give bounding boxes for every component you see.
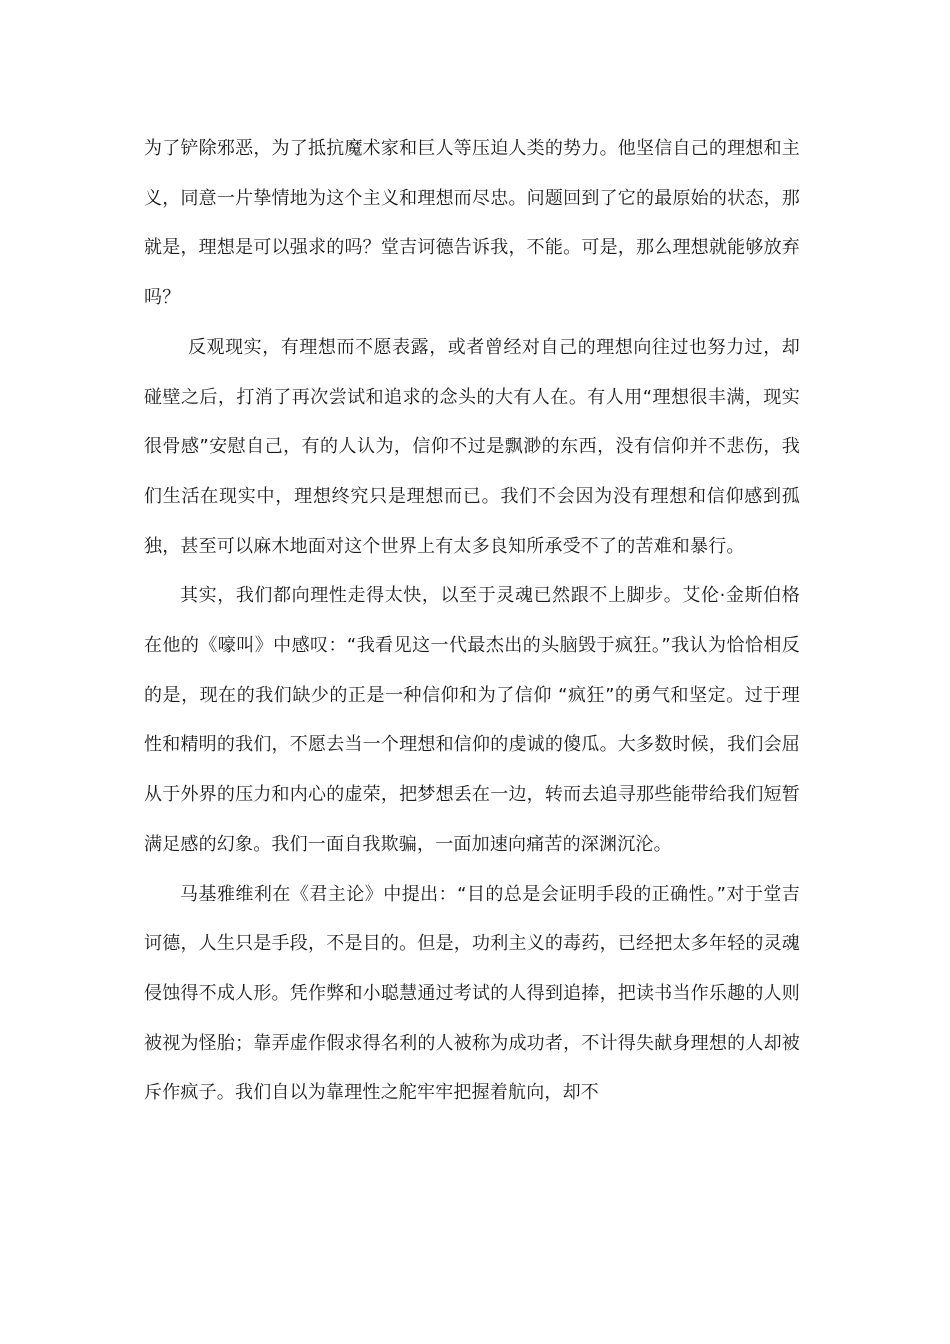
paragraph-2: 反观现实，有理想而不愿表露，或者曾经对自己的理想向往过也努力过，却碰壁之后，打消了再次尝试和追求的念头的大有人在。有人用“理想很丰满，现实很骨感”安慰自己，有的人认为，信仰不过是飘渺的东西，没有信仰并不悲伤，我们生活在现实中，理想终究只是理想而已。我们不会因为没有理想和信仰感到孤独，甚至可以麻木地面对这个世界上有太多良知所承受不了的苦难和暴行。 xyxy=(144,336,800,557)
paragraph-4: 马基雅维利在《君主论》中提出：“目的总是会证明手段的正确性。”对于堂吉诃德，人生只是手段，不是目的。但是，功利主义的毒药，已经把太多年轻的灵魂侵蚀得不成人形。凭作弊和小聪慧通过考试的人得到追捧，把读书当作乐趣的人则被视为怪胎；靠弄虚作假求得名利的人被称为成功者，不计得失献身理想的人却被斥作疯子。我们自以为靠理性之舵牢牢把握着航向，却不 xyxy=(144,883,800,1104)
paragraph-1: 为了铲除邪恶，为了抵抗魔术家和巨人等压迫人类的势力。他坚信自己的理想和主义，同意一片挚情地为这个主义和理想而尽忠。问题回到了它的最原始的状态，那就是，理想是可以强求的吗？堂吉诃德告诉我，不能。可是，那么理想就能够放弃吗？ xyxy=(144,138,800,309)
paragraph-3: 其实，我们都向理性走得太快，以至于灵魂已然跟不上脚步。艾伦·金斯伯格在他的《嚎叫》中感叹：“我看见这一代最杰出的头脑毁于疯狂。”我认为恰恰相反的是，现在的我们缺少的正是一种信仰和为了信仰 “疯狂”的勇气和坚定。过于理性和精明的我们，不愿去当一个理想和信仰的虔诚的傻瓜。大多数时候，我们会屈从于外界的压力和内心的虚荣，把梦想丢在一边，转而去追寻那些能带给我们短暂满足感的幻象。我们一面自我欺骗，一面加速向痛苦的深渊沉沦。 xyxy=(144,585,800,855)
body-text xyxy=(144,124,800,1118)
